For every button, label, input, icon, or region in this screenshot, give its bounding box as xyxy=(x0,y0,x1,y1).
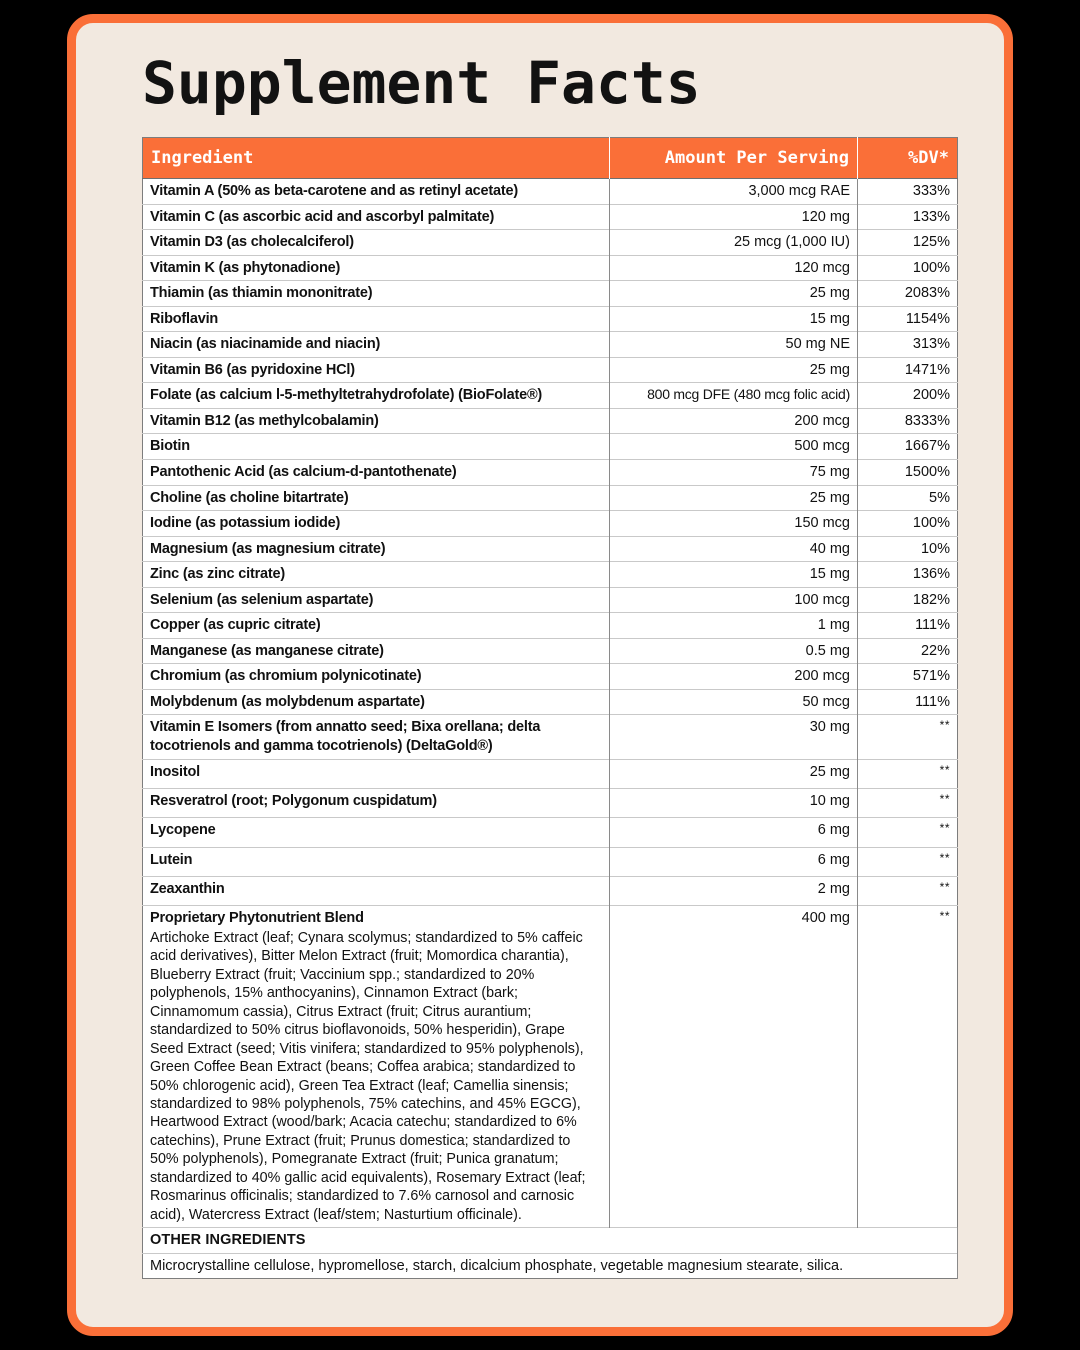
ingredient-name: Vitamin D3 (as cholecalciferol) xyxy=(143,230,610,256)
ingredient-name: Vitamin K (as phytonadione) xyxy=(143,255,610,281)
dv-footnote-marker: ** xyxy=(939,762,950,777)
table-row xyxy=(143,306,958,332)
ingredient-name: Selenium (as selenium aspartate) xyxy=(143,587,610,613)
ingredient-name: Vitamin B12 (as methylcobalamin) xyxy=(143,408,610,434)
ingredient-dv: 100% xyxy=(858,511,958,537)
ingredient-name: Choline (as choline bitartrate) xyxy=(143,485,610,511)
ingredient-name: Inositol xyxy=(143,759,610,788)
ingredient-amount: 25 mg xyxy=(610,485,858,511)
ingredient-amount: 15 mg xyxy=(610,562,858,588)
table-row xyxy=(143,434,958,460)
ingredient-amount: 200 mcg xyxy=(610,664,858,690)
table-row xyxy=(143,408,958,434)
ingredient-amount: 1 mg xyxy=(610,613,858,639)
other-ingredients-row xyxy=(143,1253,958,1279)
ingredient-dv: 1500% xyxy=(858,460,958,486)
ingredient-dv: 1667% xyxy=(858,434,958,460)
ingredient-dv: 571% xyxy=(858,664,958,690)
ingredient-name: Niacin (as niacinamide and niacin) xyxy=(143,332,610,358)
ingredient-name: Pantothenic Acid (as calcium-d-pantothenate) xyxy=(143,460,610,486)
table-row xyxy=(143,383,958,409)
proprietary-blend-name: Proprietary Phytonutrient Blend xyxy=(150,910,364,927)
ingredient-amount: 0.5 mg xyxy=(610,638,858,664)
table-row xyxy=(143,332,958,358)
column-header-amount: Amount Per Serving xyxy=(610,138,858,179)
ingredient-amount: 40 mg xyxy=(610,536,858,562)
ingredient-dv: 313% xyxy=(858,332,958,358)
ingredient-amount: 25 mcg (1,000 IU) xyxy=(610,230,858,256)
ingredient-name: Copper (as cupric citrate) xyxy=(143,613,610,639)
page-title: Supplement Facts xyxy=(142,49,701,117)
ingredient-amount: 10 mg xyxy=(610,788,858,817)
table-row-proprietary-blend xyxy=(143,906,958,1228)
ingredient-name: Vitamin A (50% as beta-carotene and as retinyl acetate) xyxy=(143,179,610,205)
table-row xyxy=(143,587,958,613)
ingredient-name: Riboflavin xyxy=(143,306,610,332)
ingredient-dv: 8333% xyxy=(858,408,958,434)
dv-footnote-marker: ** xyxy=(939,821,950,836)
table-row xyxy=(143,204,958,230)
ingredient-name: Iodine (as potassium iodide) xyxy=(143,511,610,537)
ingredient-name: Chromium (as chromium polynicotinate) xyxy=(143,664,610,690)
other-ingredients-heading: OTHER INGREDIENTS xyxy=(143,1228,958,1254)
table-row xyxy=(143,638,958,664)
ingredient-dv: 5% xyxy=(858,485,958,511)
ingredient-amount: 100 mcg xyxy=(610,587,858,613)
ingredient-amount: 120 mcg xyxy=(610,255,858,281)
table-row xyxy=(143,818,958,847)
dv-footnote-marker: ** xyxy=(939,718,950,733)
ingredient-amount: 50 mcg xyxy=(610,689,858,715)
table-row xyxy=(143,281,958,307)
ingredient-amount: 15 mg xyxy=(610,306,858,332)
ingredient-amount: 120 mg xyxy=(610,204,858,230)
table-row xyxy=(143,536,958,562)
ingredient-amount: 6 mg xyxy=(610,818,858,847)
ingredient-dv xyxy=(858,877,958,906)
ingredient-amount: 25 mg xyxy=(610,281,858,307)
ingredient-dv: 200% xyxy=(858,383,958,409)
table-row xyxy=(143,715,958,759)
table-row xyxy=(143,613,958,639)
table-body xyxy=(143,179,958,1279)
other-ingredients-heading-row xyxy=(143,1228,958,1254)
ingredient-name: Molybdenum (as molybdenum aspartate) xyxy=(143,689,610,715)
ingredient-dv xyxy=(858,715,958,759)
dv-footnote-marker: ** xyxy=(939,909,950,924)
ingredient-amount: 3,000 mcg RAE xyxy=(610,179,858,205)
ingredient-name: Vitamin C (as ascorbic acid and ascorbyl palmitate) xyxy=(143,204,610,230)
ingredient-dv: 111% xyxy=(858,613,958,639)
table-row xyxy=(143,357,958,383)
ingredient-name: Magnesium (as magnesium citrate) xyxy=(143,536,610,562)
other-ingredients-text: Microcrystalline cellulose, hypromellose, starch, dicalcium phosphate, vegetable magnesium stearate, silica. xyxy=(143,1253,958,1279)
ingredient-name: Resveratrol (root; Polygonum cuspidatum) xyxy=(143,788,610,817)
ingredient-dv xyxy=(858,759,958,788)
ingredient-dv xyxy=(858,818,958,847)
ingredient-amount: 800 mcg DFE (480 mcg folic acid) xyxy=(610,383,858,409)
proprietary-blend-amount: 400 mg xyxy=(610,906,858,1228)
ingredient-dv: 182% xyxy=(858,587,958,613)
ingredient-amount: 6 mg xyxy=(610,847,858,876)
ingredient-amount: 75 mg xyxy=(610,460,858,486)
ingredient-name: Biotin xyxy=(143,434,610,460)
dv-footnote-marker: ** xyxy=(939,850,950,865)
ingredient-name: Vitamin B6 (as pyridoxine HCl) xyxy=(143,357,610,383)
ingredient-name: Lutein xyxy=(143,847,610,876)
ingredient-name: Zinc (as zinc citrate) xyxy=(143,562,610,588)
table-row xyxy=(143,460,958,486)
ingredient-dv: 333% xyxy=(858,179,958,205)
ingredient-dv xyxy=(858,847,958,876)
table-row xyxy=(143,759,958,788)
ingredient-dv: 125% xyxy=(858,230,958,256)
ingredient-amount: 2 mg xyxy=(610,877,858,906)
ingredient-name: Thiamin (as thiamin mononitrate) xyxy=(143,281,610,307)
ingredient-dv xyxy=(858,788,958,817)
ingredient-name: Folate (as calcium l-5-methyltetrahydrofolate) (BioFolate®) xyxy=(143,383,610,409)
table-row xyxy=(143,877,958,906)
table-header xyxy=(143,138,958,179)
ingredient-amount: 30 mg xyxy=(610,715,858,759)
card-inner xyxy=(76,23,1004,1327)
ingredient-amount: 200 mcg xyxy=(610,408,858,434)
ingredient-amount: 25 mg xyxy=(610,357,858,383)
proprietary-blend-cell xyxy=(143,906,610,1228)
ingredient-amount: 25 mg xyxy=(610,759,858,788)
table-row xyxy=(143,179,958,205)
proprietary-blend-dv xyxy=(858,906,958,1228)
ingredient-amount: 50 mg NE xyxy=(610,332,858,358)
ingredient-amount: 150 mcg xyxy=(610,511,858,537)
supplement-facts-card xyxy=(67,14,1013,1336)
ingredient-dv: 10% xyxy=(858,536,958,562)
ingredient-name: Vitamin E Isomers (from annatto seed; Bixa orellana; delta tocotrienols and gamma tocotrienols) (DeltaGold®) xyxy=(143,715,610,759)
table-row xyxy=(143,689,958,715)
table-row xyxy=(143,664,958,690)
ingredient-dv: 136% xyxy=(858,562,958,588)
dv-footnote-marker: ** xyxy=(939,791,950,806)
table-header-row xyxy=(143,138,958,179)
ingredient-amount: 500 mcg xyxy=(610,434,858,460)
table-row xyxy=(143,511,958,537)
ingredient-dv: 111% xyxy=(858,689,958,715)
ingredient-dv: 22% xyxy=(858,638,958,664)
ingredient-name: Manganese (as manganese citrate) xyxy=(143,638,610,664)
column-header-ingredient: Ingredient xyxy=(143,138,610,179)
ingredient-dv: 133% xyxy=(858,204,958,230)
table-row xyxy=(143,562,958,588)
ingredient-dv: 2083% xyxy=(858,281,958,307)
ingredient-name: Zeaxanthin xyxy=(143,877,610,906)
ingredient-dv: 1154% xyxy=(858,306,958,332)
table-row xyxy=(143,230,958,256)
ingredient-dv: 1471% xyxy=(858,357,958,383)
ingredient-name: Lycopene xyxy=(143,818,610,847)
dv-footnote-marker: ** xyxy=(939,880,950,895)
supplement-facts-table xyxy=(142,137,958,1279)
column-header-dv: %DV* xyxy=(858,138,958,179)
table-row xyxy=(143,255,958,281)
table-row xyxy=(143,847,958,876)
table-row xyxy=(143,485,958,511)
ingredient-dv: 100% xyxy=(858,255,958,281)
table-row xyxy=(143,788,958,817)
proprietary-blend-description: Artichoke Extract (leaf; Cynara scolymus; standardized to 5% caffeic acid derivatives), Bitter Melon Extract (fruit; Momordica charantia), Blueberry Extract (fruit; Vaccinium spp.; standardized to 20% polyphenols, 15% anthocyanins), Cinnamon Extract (bark; Cinnamomum cassia), Citrus Extract (fruit; Citrus aurantium; standardized to 50% citrus bioflavonoids, 50% hesperidin), Grape Seed Extract (seed; Vitis vinifera; standardized to 95% polyphenols), Green Coffee Bean Extract (beans; Coffea arabica; standardized to 50% chlorogenic acid), Green Tea Extract (leaf; Camellia sinensis; standardized to 98% polyphenols, 75% catechins, and 45% EGCG), Heartwood Extract (wood/bark; Acacia catechu; standardized to 6% catechins), Prune Extract (fruit; Prunus domestica; standardized to 50% polyphenols), Pomegranate Extract (fruit; Punica granatum; standardized to 40% gallic acid equivalents), Rosemary Extract (leaf; Rosmarinus officinalis; standardized to 7.6% carnosol and carnosic acid), Watercress Extract (leaf/stem; Nasturtium officinale). xyxy=(150,930,586,1223)
